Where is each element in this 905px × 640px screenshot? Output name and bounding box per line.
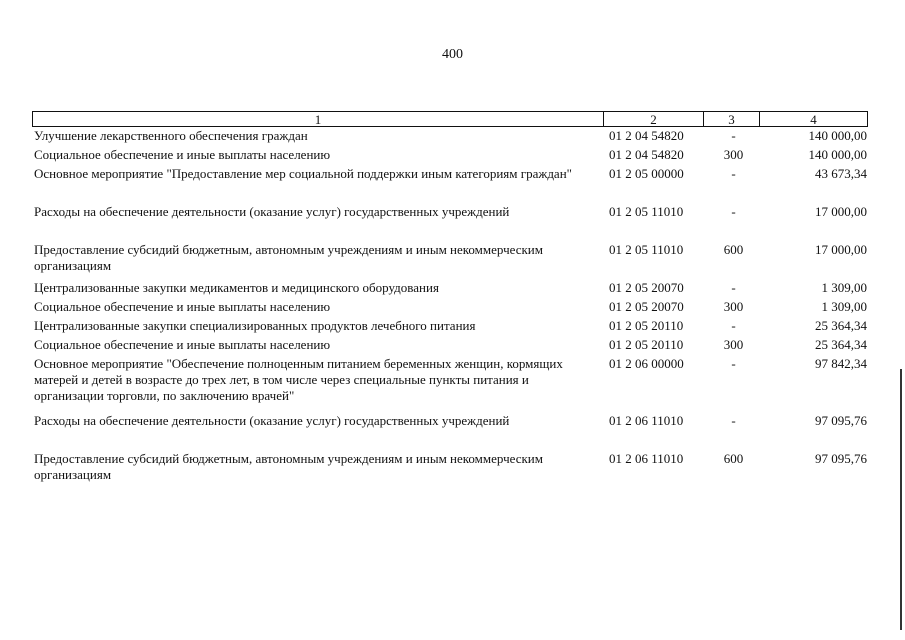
row-amount: 97 095,76 bbox=[815, 413, 867, 428]
table-row bbox=[32, 147, 872, 166]
table-row bbox=[32, 299, 872, 318]
row-code: 01 2 05 20110 bbox=[609, 318, 684, 333]
page-number: 400 bbox=[442, 47, 463, 62]
row-amount: 97 842,34 bbox=[815, 356, 867, 371]
row-amount: 1 309,00 bbox=[821, 280, 867, 295]
row-type: 300 bbox=[723, 147, 744, 162]
row-name: Социальное обеспечение и иные выплаты населению bbox=[34, 299, 331, 314]
column-header-2: 2 bbox=[603, 111, 703, 127]
row-type: - bbox=[731, 166, 736, 181]
row-type: - bbox=[731, 204, 736, 219]
row-name: Расходы на обеспечение деятельности (оказание услуг) государственных учреждений bbox=[34, 204, 510, 219]
row-name: Социальное обеспечение и иные выплаты населению bbox=[34, 337, 331, 352]
row-type: 300 bbox=[723, 337, 744, 352]
table-row bbox=[32, 242, 872, 280]
row-name: Централизованные закупки специализированных продуктов лечебного питания bbox=[34, 318, 476, 333]
scan-edge-line bbox=[900, 369, 902, 630]
table-row bbox=[32, 413, 872, 451]
row-amount: 25 364,34 bbox=[815, 337, 867, 352]
row-type: 600 bbox=[723, 451, 744, 466]
row-type: - bbox=[731, 356, 736, 371]
column-header-3: 3 bbox=[703, 111, 759, 127]
column-header-1: 1 bbox=[32, 111, 603, 127]
table-row bbox=[32, 318, 872, 337]
row-name: Улучшение лекарственного обеспечения граждан bbox=[34, 128, 308, 143]
table-row bbox=[32, 337, 872, 356]
row-name: Предоставление субсидий бюджетным, автономным учреждениям и иным некоммерческим организациям bbox=[34, 451, 543, 482]
table-row bbox=[32, 280, 872, 299]
column-header-4: 4 bbox=[759, 111, 868, 127]
row-code: 01 2 05 11010 bbox=[609, 204, 684, 219]
row-name: Основное мероприятие "Обеспечение полноценным питанием беременных женщин, кормящих матерей и детей в возрасте до трех лет, в том числе через специальные пункты питания и организации торговли, по заключению врачей" bbox=[34, 356, 563, 403]
table-row bbox=[32, 356, 872, 413]
table-row bbox=[32, 451, 872, 489]
row-code: 01 2 05 20110 bbox=[609, 337, 684, 352]
row-type: - bbox=[731, 280, 736, 295]
row-amount: 140 000,00 bbox=[808, 128, 867, 143]
row-code: 01 2 04 54820 bbox=[609, 147, 684, 162]
row-type: - bbox=[731, 413, 736, 428]
row-amount: 97 095,76 bbox=[815, 451, 867, 466]
row-name: Социальное обеспечение и иные выплаты населению bbox=[34, 147, 331, 162]
row-amount: 25 364,34 bbox=[815, 318, 867, 333]
row-type: 600 bbox=[723, 242, 744, 257]
row-name: Предоставление субсидий бюджетным, автономным учреждениям и иным некоммерческим организациям bbox=[34, 242, 543, 273]
table-row bbox=[32, 128, 872, 147]
row-code: 01 2 06 00000 bbox=[609, 356, 684, 371]
row-code: 01 2 06 11010 bbox=[609, 451, 684, 466]
row-type: 300 bbox=[723, 299, 744, 314]
row-amount: 1 309,00 bbox=[821, 299, 867, 314]
row-amount: 43 673,34 bbox=[815, 166, 867, 181]
row-code: 01 2 05 11010 bbox=[609, 242, 684, 257]
row-name: Расходы на обеспечение деятельности (оказание услуг) государственных учреждений bbox=[34, 413, 510, 428]
budget-table bbox=[32, 128, 872, 489]
row-type: - bbox=[731, 318, 736, 333]
row-amount: 140 000,00 bbox=[808, 147, 867, 162]
row-name: Основное мероприятие "Предоставление мер социальной поддержки иным категориям граждан" bbox=[34, 166, 572, 181]
row-type: - bbox=[731, 128, 736, 143]
row-code: 01 2 05 20070 bbox=[609, 299, 684, 314]
row-amount: 17 000,00 bbox=[815, 242, 867, 257]
table-row bbox=[32, 204, 872, 242]
row-name: Централизованные закупки медикаментов и медицинского оборудования bbox=[34, 280, 439, 295]
row-code: 01 2 04 54820 bbox=[609, 128, 684, 143]
row-code: 01 2 05 00000 bbox=[609, 166, 684, 181]
row-code: 01 2 06 11010 bbox=[609, 413, 684, 428]
row-amount: 17 000,00 bbox=[815, 204, 867, 219]
table-row bbox=[32, 166, 872, 204]
row-code: 01 2 05 20070 bbox=[609, 280, 684, 295]
